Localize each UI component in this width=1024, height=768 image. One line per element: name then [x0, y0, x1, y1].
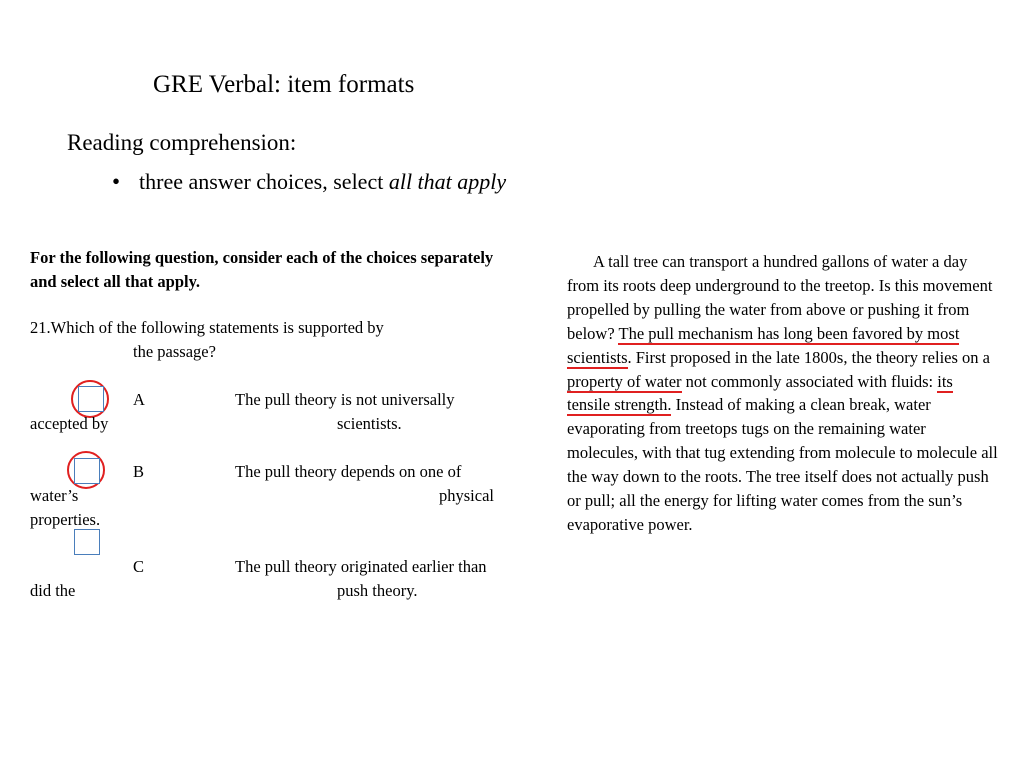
- choice-b-line2-right: physical: [439, 486, 494, 505]
- bullet-text: [139, 169, 506, 195]
- reading-passage: [567, 250, 999, 537]
- section-heading: Reading comprehension:: [67, 130, 297, 155]
- bullet-marker: •: [112, 169, 121, 194]
- question-stem-line1: 21.Which of the following statements is supported by: [30, 318, 384, 337]
- question-stem-line2: the passage?: [133, 342, 216, 361]
- passage-text-3: not commonly associated with fluids:: [681, 371, 938, 391]
- choice-c-letter: C: [133, 557, 145, 576]
- choice-a-line2-right: scientists.: [337, 414, 402, 433]
- passage-underline-tensile-strength: its tensile strength.: [567, 371, 953, 415]
- passage-text-4: Instead of making a clean break, water evaporating from treetops tugs on the remaining water molecules, with that tug extending from molecule to molecule all the way down to the roots. The tree itself does not actually push or pull; all the energy for lifting water comes from the sun’s evaporative power.: [567, 395, 998, 534]
- choice-a-line1: The pull theory is not universally: [235, 390, 455, 409]
- choice-c-line2-left: did the: [30, 581, 76, 600]
- question-instructions: For the following question, consider each of the choices separately and select all that apply.: [30, 248, 494, 291]
- choice-c-line2-right: push theory.: [337, 581, 418, 600]
- choice-b-letter: B: [133, 462, 145, 481]
- passage-underline-property-of-water: property of water: [567, 371, 682, 391]
- choice-a-line2-left: accepted by: [30, 414, 109, 433]
- bullet-text-emphasis: all that apply: [388, 169, 507, 194]
- choice-b-line3: properties.: [30, 510, 101, 529]
- checkbox-c[interactable]: [74, 529, 100, 555]
- choice-b-line2-left: water’s: [30, 486, 79, 505]
- checkbox-a[interactable]: [78, 386, 104, 412]
- choice-a-letter: A: [133, 390, 145, 409]
- choice-c-line1: The pull theory originated earlier than: [235, 557, 487, 576]
- bullet-text-plain: three answer choices, select: [139, 169, 389, 194]
- slide-title: GRE Verbal: item formats: [153, 71, 415, 98]
- passage-text-1: A tall tree can transport a hundred gallons of water a day from its roots deep underground to the treetop. Is this movement propelled by pulling the water from above or pushing it from below?: [567, 252, 993, 343]
- passage-underline-pull-mechanism: The pull mechanism has long been favored by most scientists: [567, 323, 960, 367]
- choice-b-line1: The pull theory depends on one of: [235, 462, 462, 481]
- passage-text-2: . First proposed in the late 1800s, the theory relies on a: [627, 347, 990, 367]
- checkbox-b[interactable]: [74, 458, 100, 484]
